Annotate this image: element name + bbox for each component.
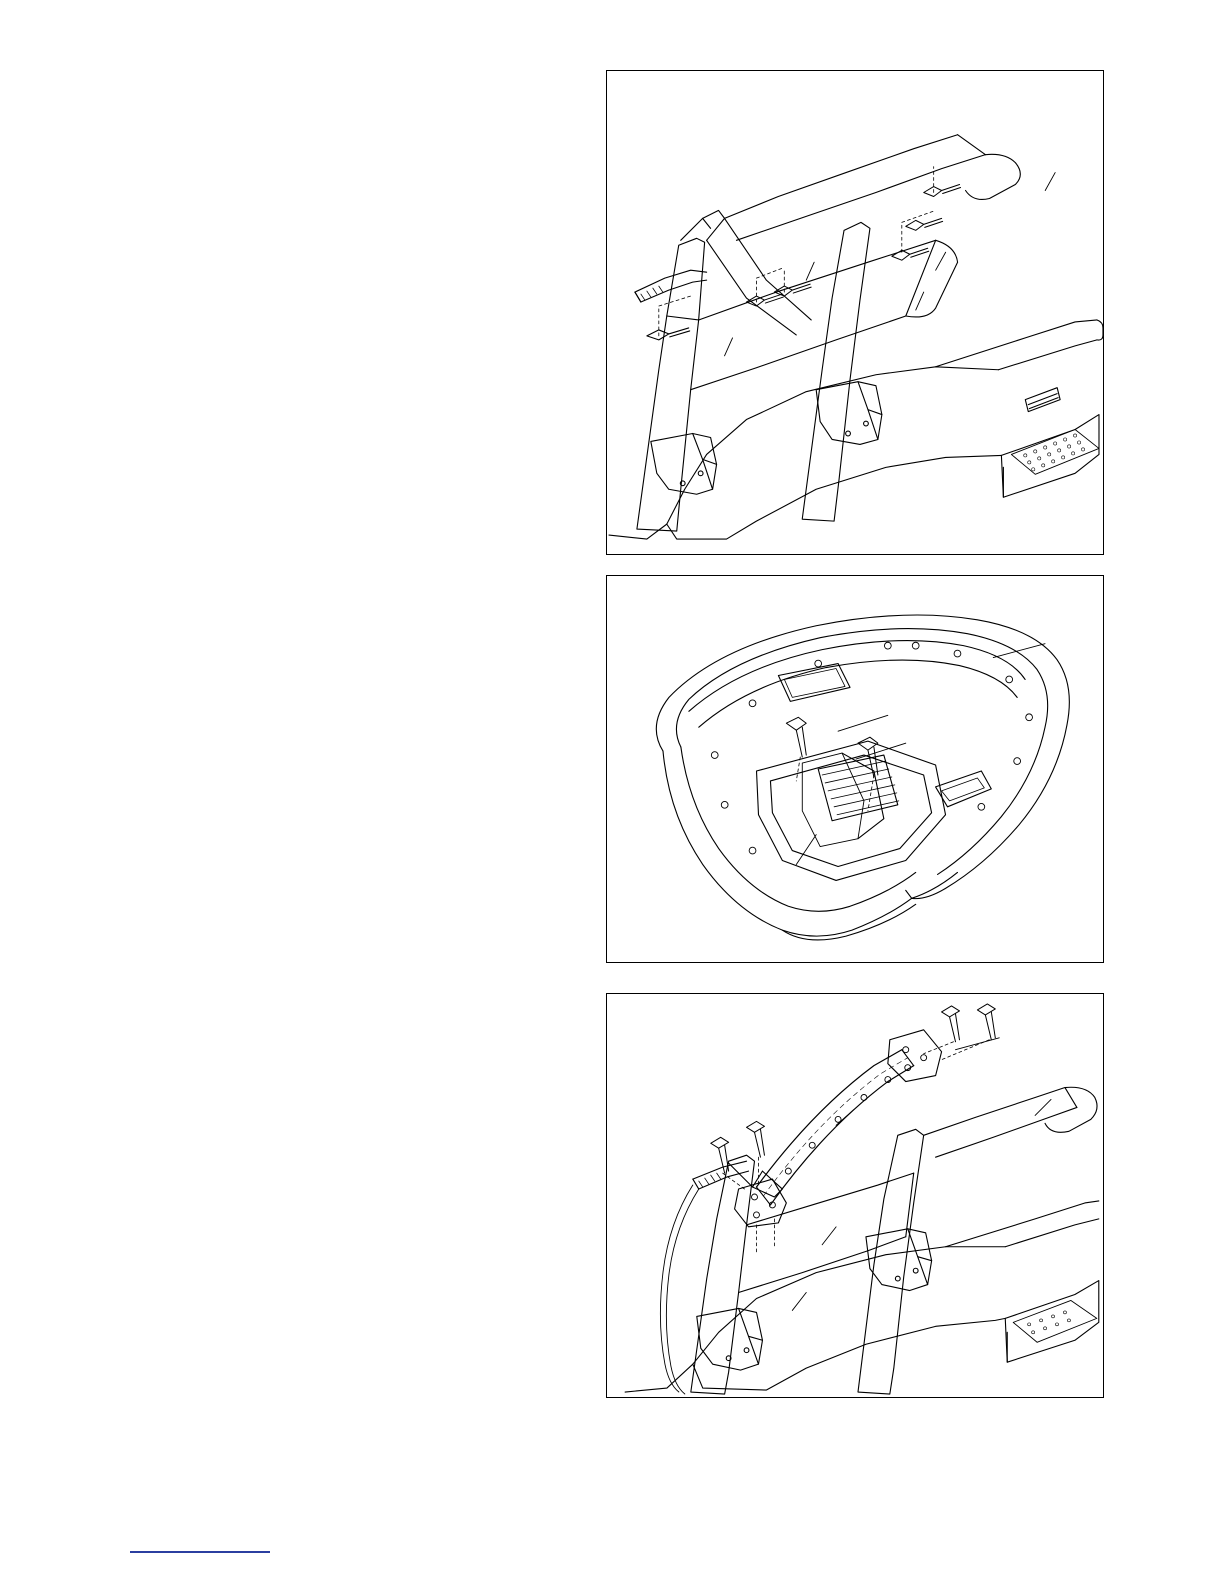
- figure-crossbar-assembly: [606, 993, 1104, 1398]
- figure-upright-assembly: [606, 70, 1104, 555]
- figure-console-rear: [606, 575, 1104, 963]
- footer-link[interactable]: [130, 1548, 270, 1553]
